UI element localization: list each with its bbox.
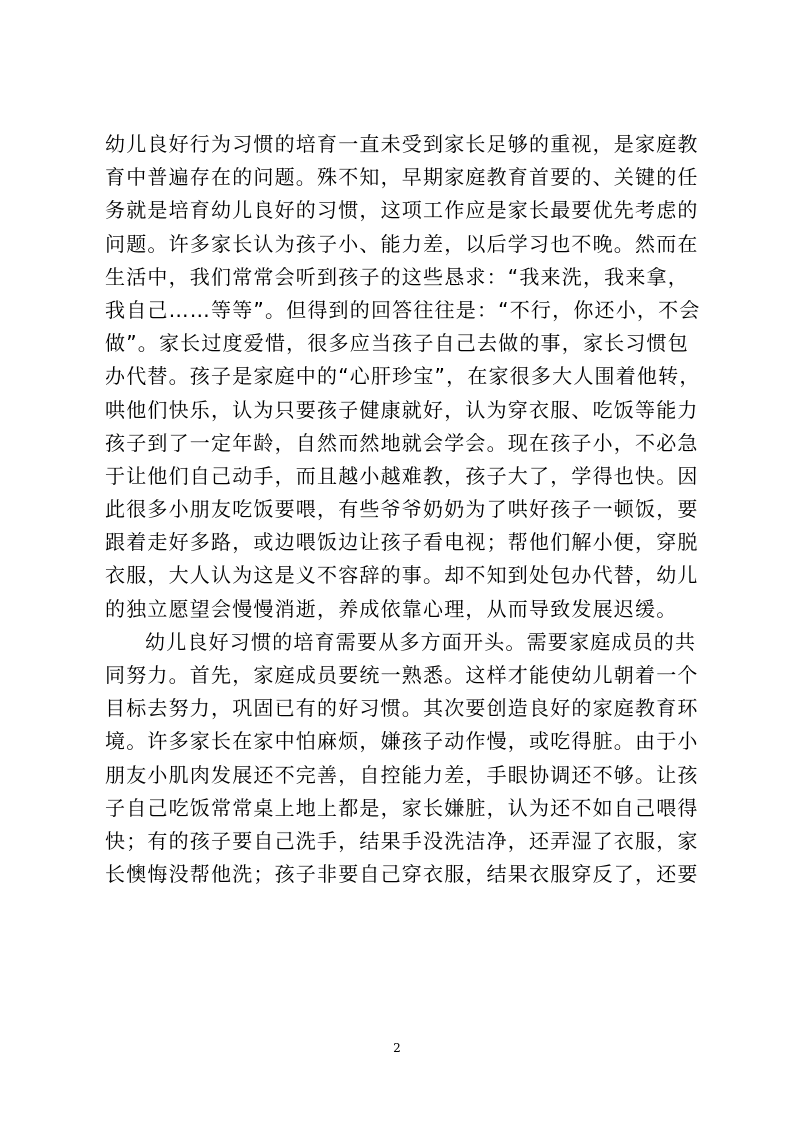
paragraph-line: 同努力。首先，家庭成员要统一熟悉。这样才能使幼儿朝着一个 xyxy=(105,663,699,687)
paragraph-2 xyxy=(105,626,705,892)
paragraph-line: 孩子到了一定年龄，自然而然地就会学会。现在孩子小，不必急 xyxy=(105,430,699,455)
paragraph-line: 跟着走好多路，或边喂饭边让孩子看电视；帮他们解小便，穿脱 xyxy=(105,530,699,555)
paragraph-line: 衣服，大人认为这是义不容辞的事。却不知到处包办代替，幼儿 xyxy=(105,563,699,588)
paragraph-line: 办代替。孩子是家庭中的“心肝珍宝”，在家很多大人围着他转， xyxy=(105,364,701,389)
paragraph-line: 目标去努力，巩固已有的好习惯。其次要创造良好的家庭教育环 xyxy=(105,696,699,721)
paragraph-line: 此很多小朋友吃饭要喂，有些爷爷奶奶为了哄好孩子一顿饭，要 xyxy=(105,497,699,522)
paragraph-line: 子自己吃饭常常桌上地上都是，家长嫌脏，认为还不如自己喂得 xyxy=(105,795,699,820)
paragraph-line: 幼儿良好行为习惯的培育一直未受到家长足够的重视，是家庭教 xyxy=(105,132,699,156)
paragraph-line: 问题。许多家长认为孩子小、能力差，以后学习也不晚。然而在 xyxy=(105,231,699,256)
paragraph-line: 生活中，我们常常会听到孩子的这些恳求：“我来洗，我来拿， xyxy=(105,264,689,289)
paragraph-1 xyxy=(105,128,705,626)
paragraph-line: 朋友小肌肉发展还不完善，自控能力差，手眼协调还不够。让孩 xyxy=(105,762,699,787)
page-number: 2 xyxy=(393,1041,401,1055)
paragraph-line: 的独立愿望会慢慢消逝，养成依靠心理，从而导致发展迟缓。 xyxy=(105,596,678,621)
paragraph-line: 长懊悔没帮他洗；孩子非要自己穿衣服，结果衣服穿反了，还要 xyxy=(105,862,699,887)
paragraph-line: 做”。家长过度爱惜，很多应当孩子自己去做的事，家长习惯包 xyxy=(105,331,689,356)
paragraph-line: 哄他们快乐，认为只要孩子健康就好，认为穿衣服、吃饭等能力 xyxy=(105,397,699,422)
paragraph-line: 于让他们自己动手，而且越小越难教，孩子大了，学得也快。因 xyxy=(105,463,699,488)
paragraph-line: 快；有的孩子要自己洗手，结果手没洗洁净，还弄湿了衣服，家 xyxy=(105,828,699,853)
paragraph-line: 境。许多家长在家中怕麻烦，嫌孩子动作慢，或吃得脏。由于小 xyxy=(105,729,699,754)
paragraph-line: 务就是培育幼儿良好的习惯，这项工作应是家长最要优先考虑的 xyxy=(105,198,699,223)
paragraph-line: 我自己……等等”。但得到的回答往往是：“不行，你还小，不会 xyxy=(105,297,701,322)
paragraph-line: 幼儿良好习惯的培育需要从多方面开头。需要家庭成员的共 xyxy=(145,629,697,654)
paragraph-line: 育中普遍存在的问题。殊不知，早期家庭教育首要的、关键的任 xyxy=(105,165,699,190)
body-text xyxy=(105,128,705,891)
